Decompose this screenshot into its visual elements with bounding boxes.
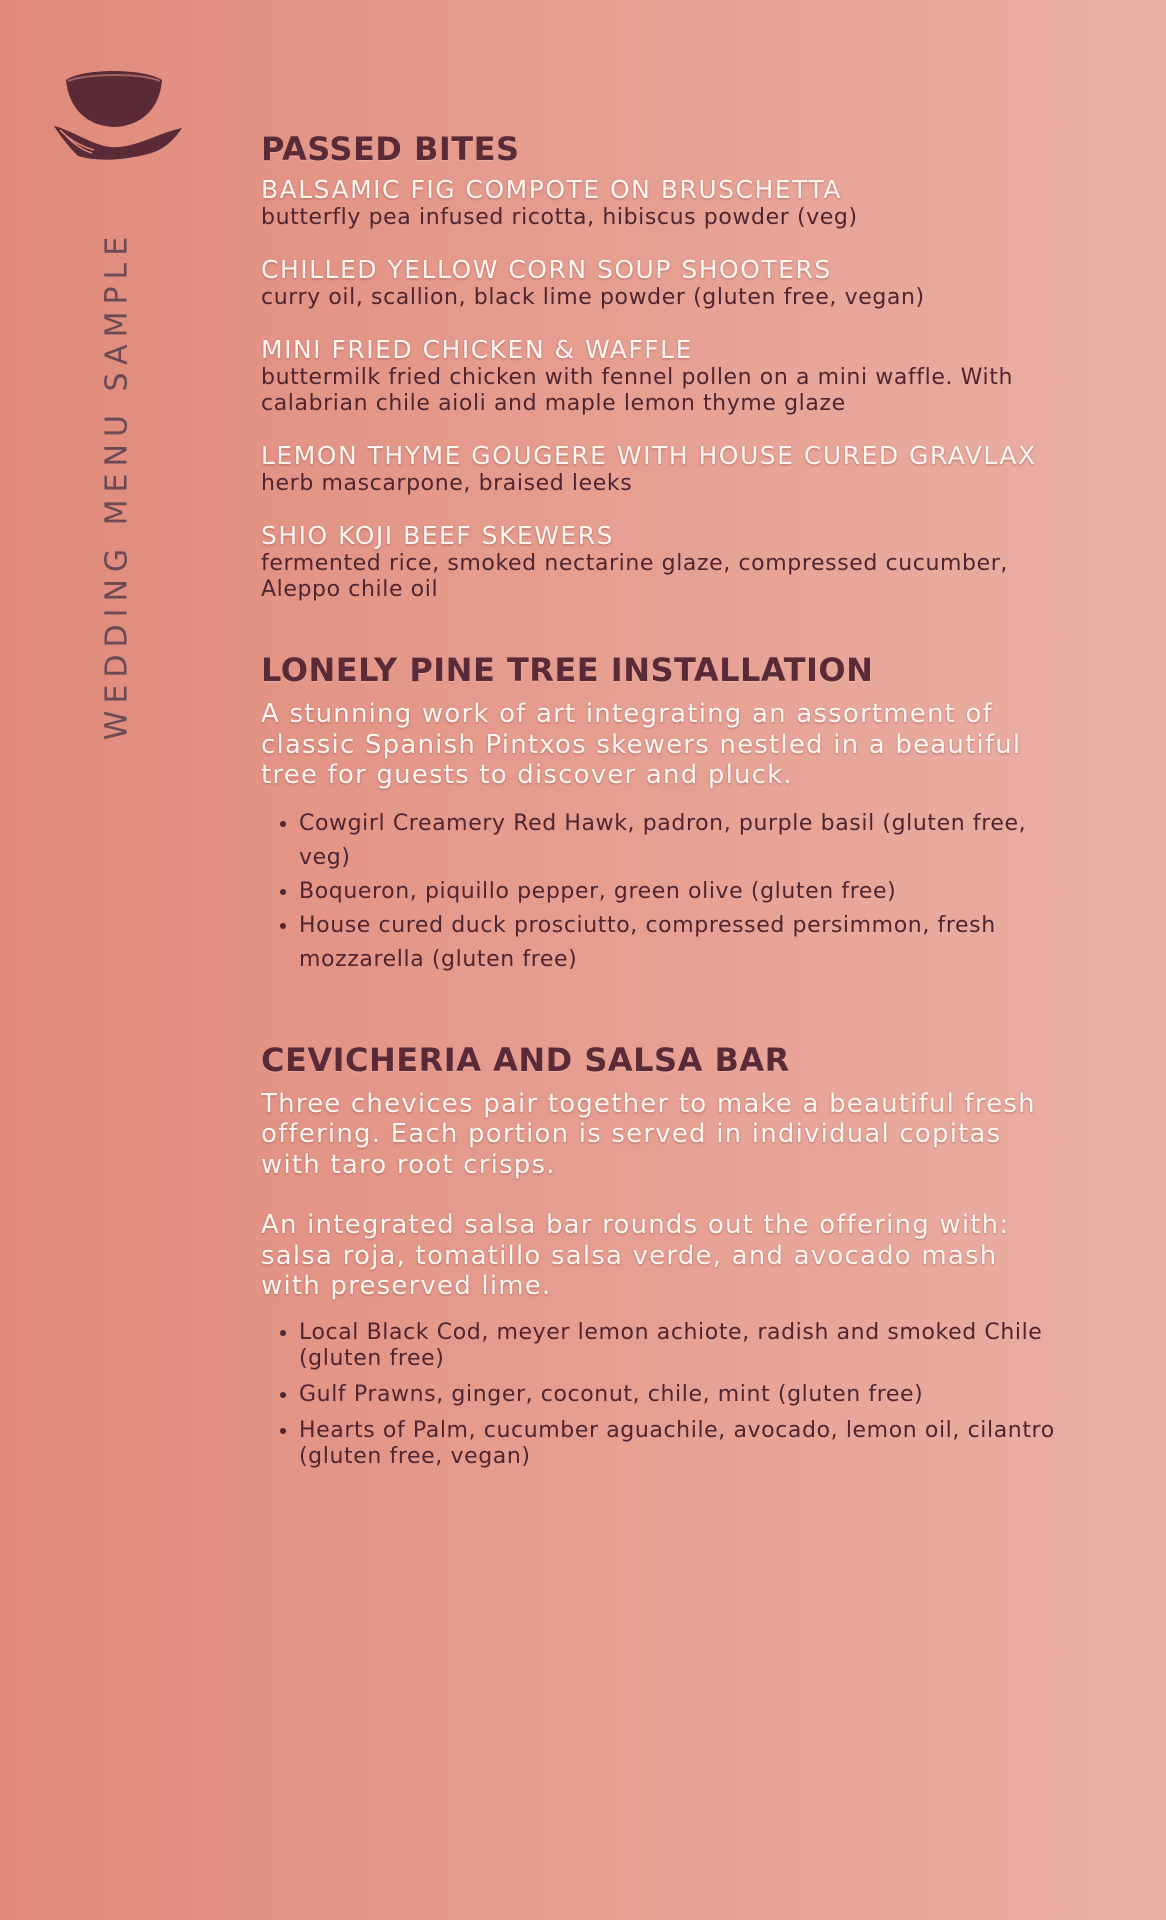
menu-item bbox=[261, 174, 1061, 231]
list-item: • House cured duck prosciutto, compressed persimmon, fresh mozzarella (gluten free) bbox=[299, 909, 1061, 977]
side-title: WEDDING MENU SAMPLE bbox=[99, 229, 135, 741]
salsa-bar-intro: An integrated salsa bar rounds out the offering with: salsa roja, tomatillo salsa verde, and avocado mash with preserved lime. bbox=[261, 1210, 1010, 1301]
section-title-pine-tree: LONELY PINE TREE INSTALLATION bbox=[261, 651, 874, 689]
menu-item bbox=[261, 254, 1061, 311]
section-title-passed-bites: PASSED BITES bbox=[261, 130, 520, 168]
ceviche-intro: Three chevices pair together to make a beautiful fresh offering. Each portion is served in individual copitas with taro root crisps. bbox=[261, 1088, 1036, 1180]
item-description: herb mascarpone, braised leeks bbox=[261, 471, 633, 496]
menu-item bbox=[261, 440, 1061, 497]
item-name: LEMON THYME GOUGERE WITH HOUSE CURED GRAVLAX bbox=[261, 441, 1037, 470]
item-description: curry oil, scallion, black lime powder (gluten free, vegan) bbox=[261, 285, 925, 310]
menu-content bbox=[261, 130, 1061, 1480]
item-name: SHIO KOJI BEEF SKEWERS bbox=[261, 521, 614, 550]
item-description: buttermilk fried chicken with fennel pollen on a mini waffle. With calabrian chile aioli and maple lemon thyme glaze bbox=[261, 365, 1014, 416]
pine-tree-intro: A stunning work of art integrating an assortment of classic Spanish Pintxos skewers nestled in a beautiful tree for guests to discover and pluck. bbox=[261, 699, 1022, 790]
item-name: BALSAMIC FIG COMPOTE ON BRUSCHETTA bbox=[261, 175, 842, 204]
section-title-ceviche: CEVICHERIA AND SALSA BAR bbox=[261, 1040, 790, 1079]
list-item: • Boqueron, piquillo pepper, green olive (gluten free) bbox=[299, 875, 1061, 909]
item-name: MINI FRIED CHICKEN & WAFFLE bbox=[261, 335, 693, 364]
item-description: butterfly pea infused ricotta, hibiscus powder (veg) bbox=[261, 205, 858, 230]
list-item: • Local Black Cod, meyer lemon achiote, radish and smoked Chile (gluten free) bbox=[299, 1320, 1061, 1372]
list-item: • Hearts of Palm, cucumber aguachile, avocado, lemon oil, cilantro (gluten free, vegan) bbox=[299, 1418, 1061, 1470]
item-name: CHILLED YELLOW CORN SOUP SHOOTERS bbox=[261, 255, 832, 284]
pine-tree-list bbox=[261, 807, 1061, 977]
bowl-in-hand-icon bbox=[52, 70, 184, 166]
list-item: • Gulf Prawns, ginger, coconut, chile, mint (gluten free) bbox=[299, 1382, 1061, 1408]
list-item: • Cowgirl Creamery Red Hawk, padron, purple basil (gluten free, veg) bbox=[299, 807, 1061, 875]
ceviche-list bbox=[261, 1320, 1061, 1470]
item-description: fermented rice, smoked nectarine glaze, compressed cucumber, Aleppo chile oil bbox=[261, 551, 1008, 602]
menu-item bbox=[261, 334, 1061, 417]
menu-item bbox=[261, 520, 1061, 603]
